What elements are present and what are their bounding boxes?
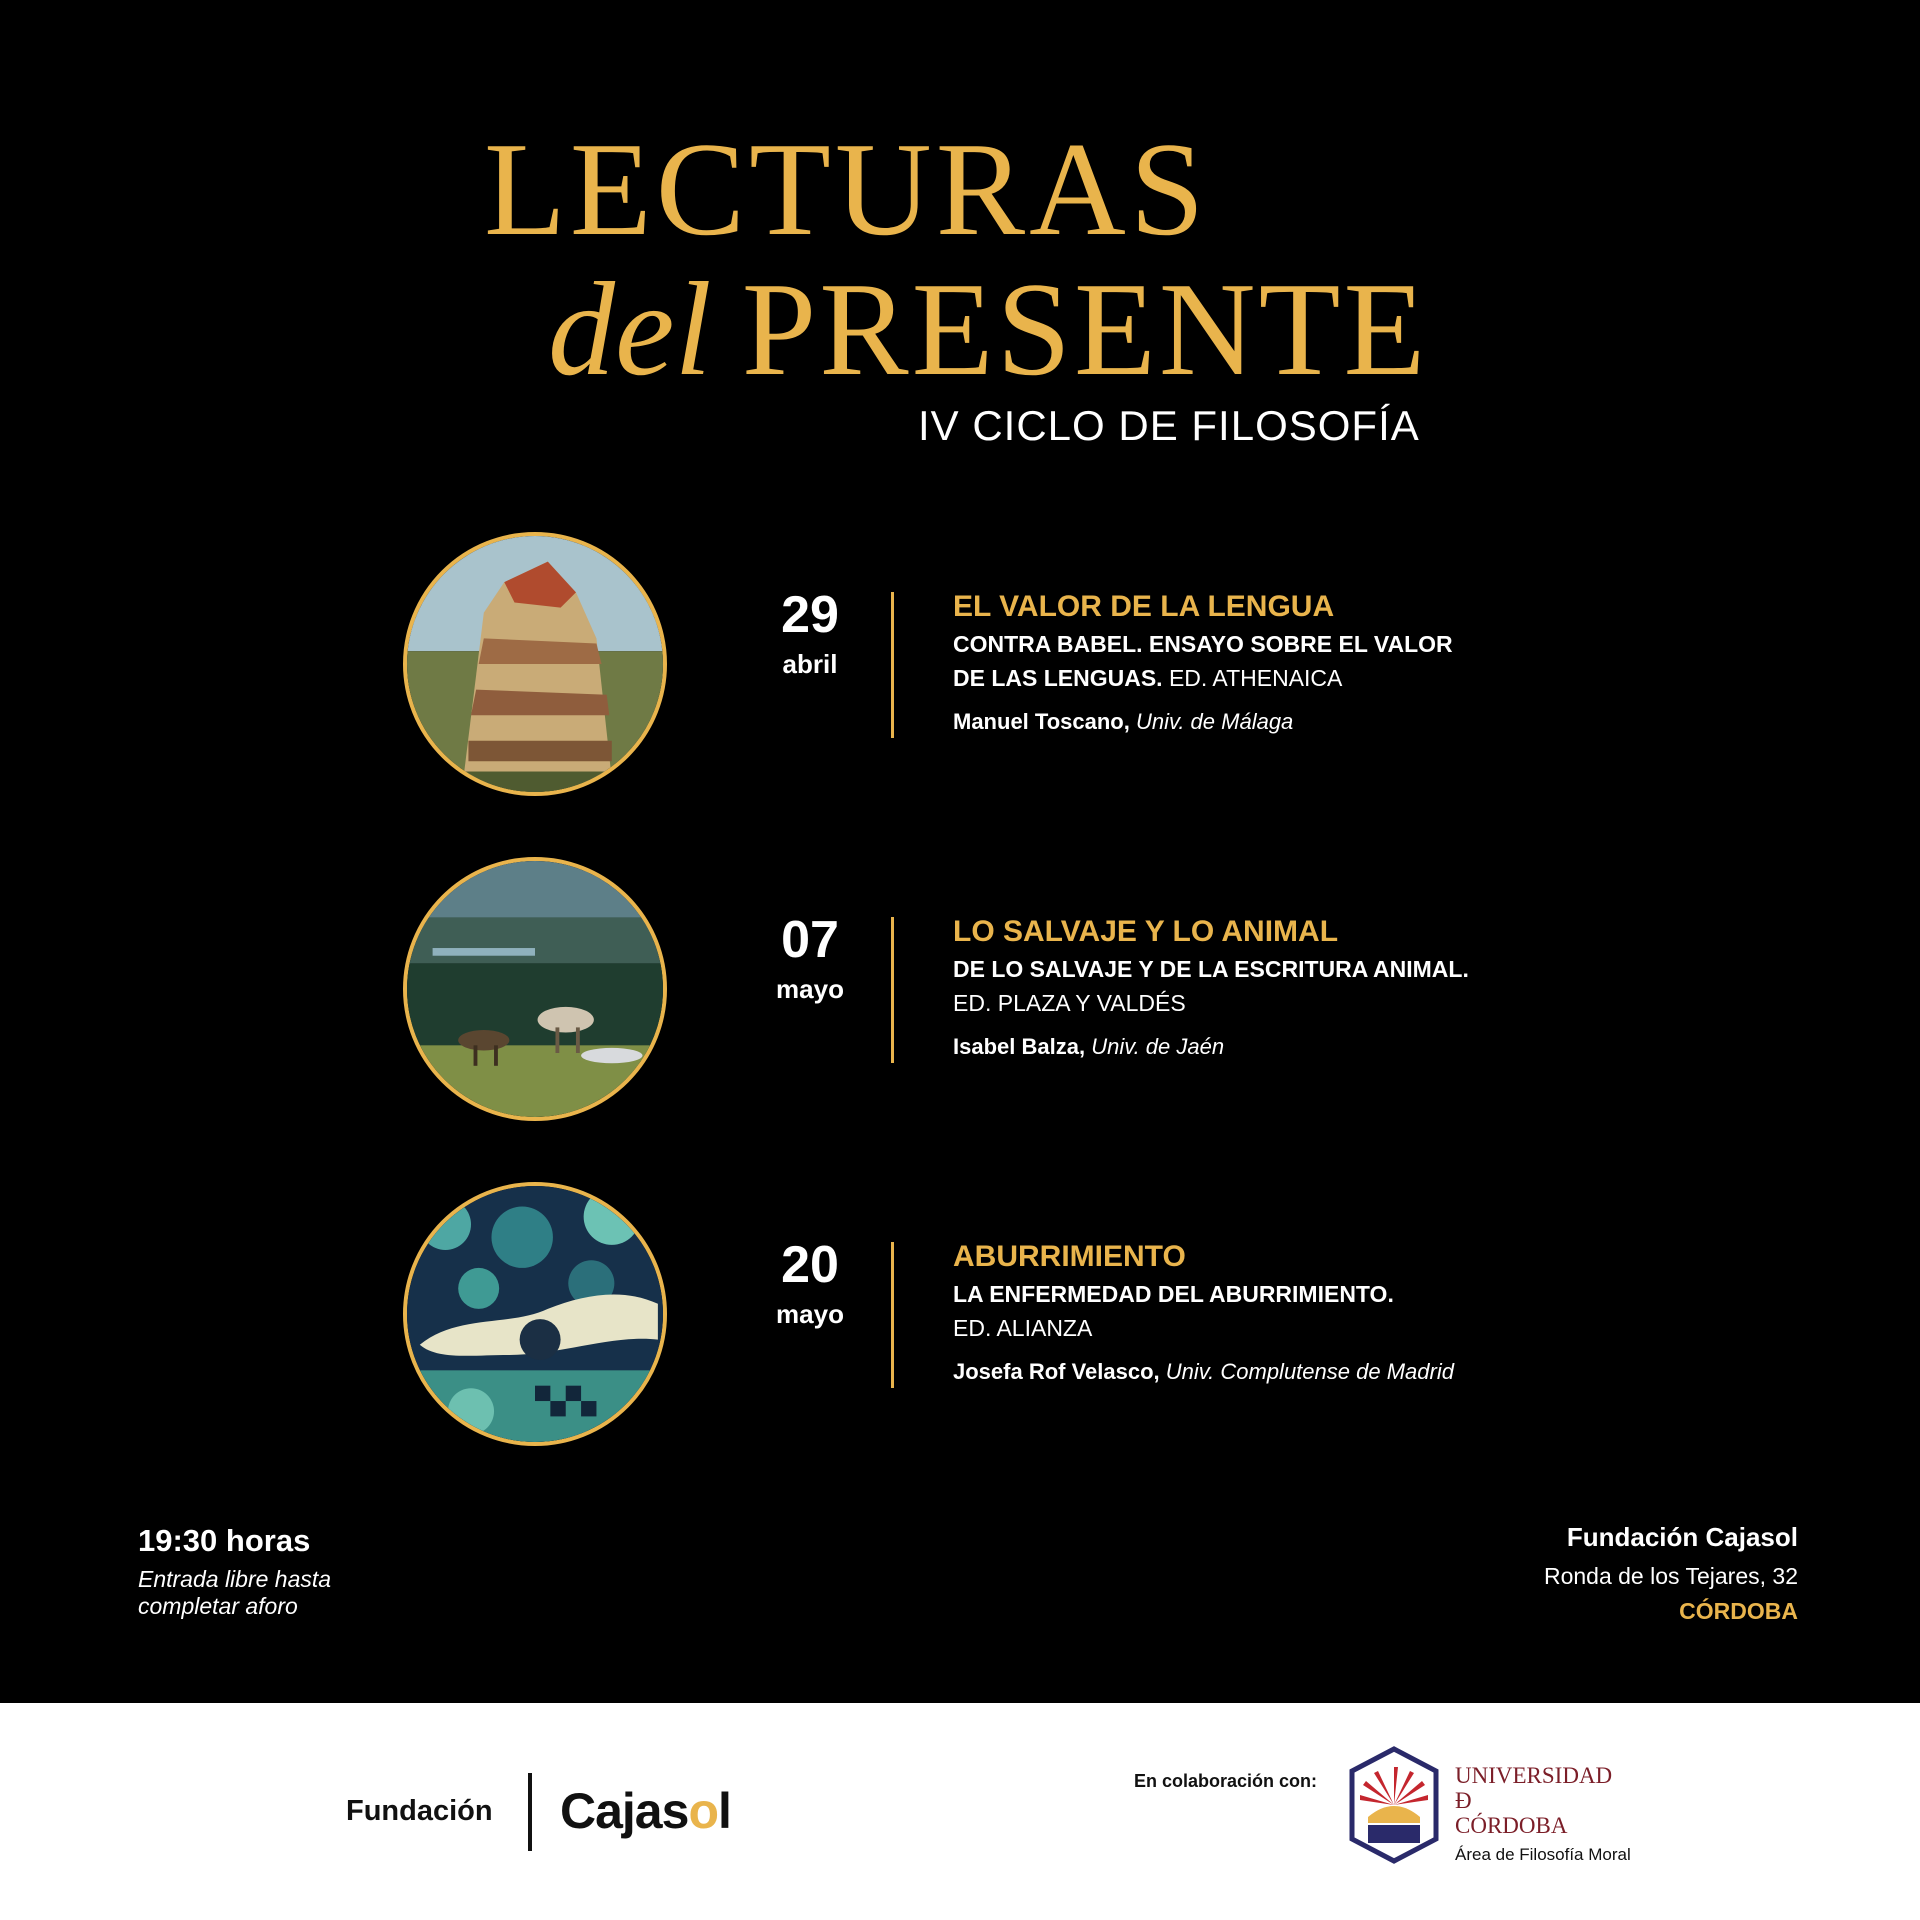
event-speaker: [953, 1359, 1653, 1385]
divider: [891, 917, 894, 1063]
event-date: [740, 1236, 880, 1329]
cajasol-accent: o: [688, 1783, 718, 1839]
event-book: [953, 627, 1653, 695]
speaker-affiliation: Univ. de Málaga: [1129, 709, 1294, 734]
logo-divider: [528, 1773, 532, 1851]
venue-city: CÓRDOBA: [1679, 1598, 1798, 1624]
speaker-name: Manuel Toscano,: [953, 709, 1130, 734]
cajasol-main: Cajas: [560, 1783, 689, 1839]
venue: [1544, 1522, 1798, 1625]
event-book: [953, 1277, 1653, 1345]
uco-area: Área de Filosofía Moral: [1455, 1845, 1631, 1864]
event-month: mayo: [776, 1299, 844, 1329]
book-publisher: ED. PLAZA Y VALDÉS: [953, 990, 1186, 1016]
event-time: 19:30 horas: [138, 1523, 311, 1558]
book-publisher: ED. ALIANZA: [953, 1315, 1093, 1341]
event-day: 20: [781, 1236, 839, 1294]
event-topic: EL VALOR DE LA LENGUA: [953, 590, 1335, 623]
event-month: mayo: [776, 974, 844, 1004]
event-book: [953, 952, 1653, 1020]
venue-address: Ronda de los Tejares, 32: [1543, 1563, 1798, 1589]
title-del: del: [548, 255, 712, 403]
event-info: [953, 915, 1653, 1060]
uco-line-2: Ð: [1455, 1788, 1472, 1813]
speaker-affiliation: Univ. Complutense de Madrid: [1159, 1359, 1454, 1384]
title-line-1: LECTURAS: [484, 115, 1209, 263]
event-day: 29: [781, 586, 839, 644]
uco-wordmark: [1455, 1763, 1631, 1867]
uco-shield-icon: [1348, 1745, 1440, 1865]
collaboration-label: En colaboración con:: [1134, 1771, 1318, 1791]
event-speaker: [953, 709, 1653, 735]
event-info: [953, 590, 1653, 735]
book-publisher: ED. ATHENAICA: [1162, 665, 1343, 691]
event-month: abril: [782, 649, 838, 679]
book-title-cont: DE LAS LENGUAS.: [953, 665, 1163, 691]
venue-name: Fundación Cajasol: [1566, 1522, 1798, 1552]
speaker-name: Josefa Rof Velasco,: [953, 1359, 1160, 1384]
footer: [0, 1703, 1920, 1920]
uco-line-3: CÓRDOBA: [1455, 1813, 1568, 1838]
event-date: [740, 911, 880, 1004]
title-presente: PRESENTE: [741, 255, 1429, 403]
speaker-name: Isabel Balza,: [953, 1034, 1086, 1059]
event-topic: ABURRIMIENTO: [953, 1240, 1186, 1273]
event-2: [0, 857, 1920, 1127]
event-speaker: [953, 1034, 1653, 1060]
divider: [891, 1242, 894, 1388]
book-title: CONTRA BABEL. ENSAYO SOBRE EL VALOR: [953, 631, 1453, 657]
divider: [891, 592, 894, 738]
event-1: [0, 532, 1920, 802]
event-info: [953, 1240, 1653, 1385]
fundacion-label: Fundación: [346, 1795, 493, 1827]
speaker-affiliation: Univ. de Jaén: [1085, 1034, 1225, 1059]
event-topic: LO SALVAJE Y LO ANIMAL: [953, 915, 1339, 948]
event-date: [740, 586, 880, 679]
cajasol-logo: [560, 1782, 731, 1840]
entry-note: Entrada libre hasta completar aforo: [138, 1566, 332, 1619]
title-line-2: [548, 255, 1429, 403]
reindeer-landscape-image: [403, 857, 667, 1121]
boredom-illustration-image: [403, 1182, 667, 1446]
tower-of-babel-image: [403, 532, 667, 796]
book-title: LA ENFERMEDAD DEL ABURRIMIENTO.: [953, 1281, 1394, 1307]
subtitle: IV CICLO DE FILOSOFÍA: [918, 402, 1420, 449]
cajasol-end: l: [717, 1783, 731, 1839]
uco-line-1: UNIVERSIDAD: [1455, 1763, 1613, 1788]
event-day: 07: [781, 911, 839, 969]
book-title: DE LO SALVAJE Y DE LA ESCRITURA ANIMAL.: [953, 956, 1469, 982]
event-3: [0, 1182, 1920, 1452]
